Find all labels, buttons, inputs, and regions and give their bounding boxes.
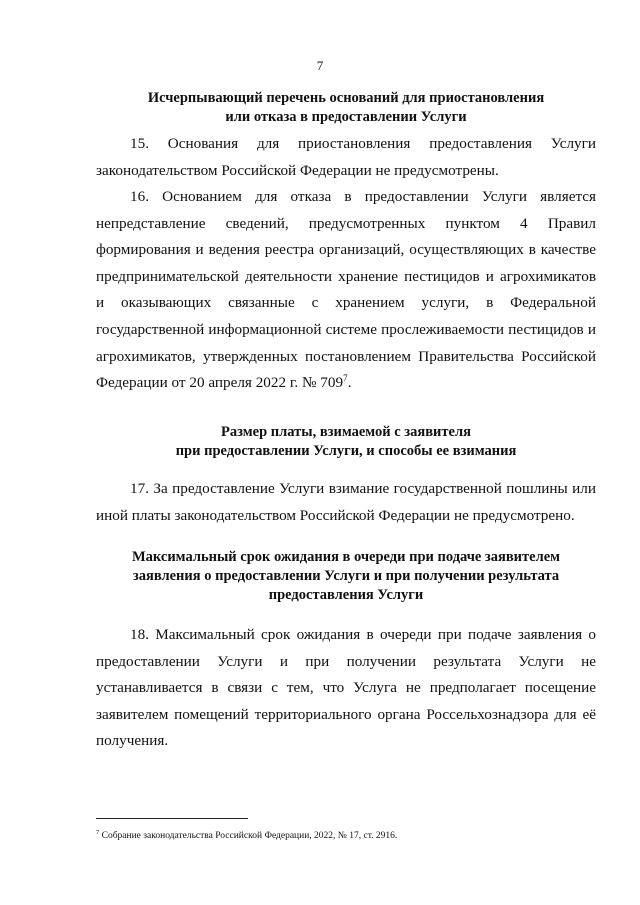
paragraph-16-text: 16. Основанием для отказа в предоставлении Услуги является непредставление сведений, предусмотренных пунктом 4 Правил формирования и ведения реестра организаций, осуществляющих в качестве предпринимательской деятельности хранение пестицидов и агрохимикатов и оказывающих связанные с хранением услуги, в Федеральной государственной информационной системе прослеживаемости пестицидов и агрохимикатов, утвержденных постановлением Правительства Российской Федерации от 20 апреля 2022 г. № 709 — [96, 188, 596, 392]
footnote-divider — [96, 818, 248, 819]
paragraph-17: 17. За предоставление Услуги взимание государственной пошлины или иной платы законодательством Российской Федерации не предусмотрено. — [96, 480, 596, 524]
footnote — [96, 830, 596, 842]
paragraph-15: 15. Основания для приостановления предоставления Услуги законодательством Российской Федерации не предусмотрены. — [96, 135, 596, 179]
page-number: 7 — [316, 58, 324, 73]
footnote-reference: 7 — [343, 373, 348, 384]
heading-line: при предоставлении Услуги, и способы ее взимания — [175, 443, 517, 459]
paragraph-16 — [96, 184, 596, 397]
heading-line: предоставления Услуги — [268, 587, 424, 603]
heading-line: Исчерпывающий перечень оснований для приостановления — [147, 90, 545, 106]
paragraph-18: 18. Максимальный срок ожидания в очереди при подаче заявления о предоставлении Услуги и при получении результата Услуги не устанавливается в связи с тем, что Услуга не предполагает посещение заявителем помещений территориального органа Россельхознадзора для её получения. — [96, 626, 596, 750]
section-heading-suspension-refusal — [96, 89, 596, 127]
heading-line: заявления о предоставлении Услуги и при получении результата — [132, 568, 560, 584]
heading-line: или отказа в предоставлении Услуги — [225, 109, 467, 125]
footnote-text: Собрание законодательства Российской Федерации, 2022, № 17, ст. 2916. — [99, 831, 398, 841]
section-heading-queue-time — [96, 548, 596, 605]
heading-line: Размер платы, взимаемой с заявителя — [221, 424, 471, 440]
heading-line: Максимальный срок ожидания в очереди при подаче заявителем — [131, 549, 561, 565]
paragraph-16-end: . — [347, 374, 352, 392]
section-heading-fee — [96, 423, 596, 461]
footnote-marker: 7 — [96, 828, 100, 836]
